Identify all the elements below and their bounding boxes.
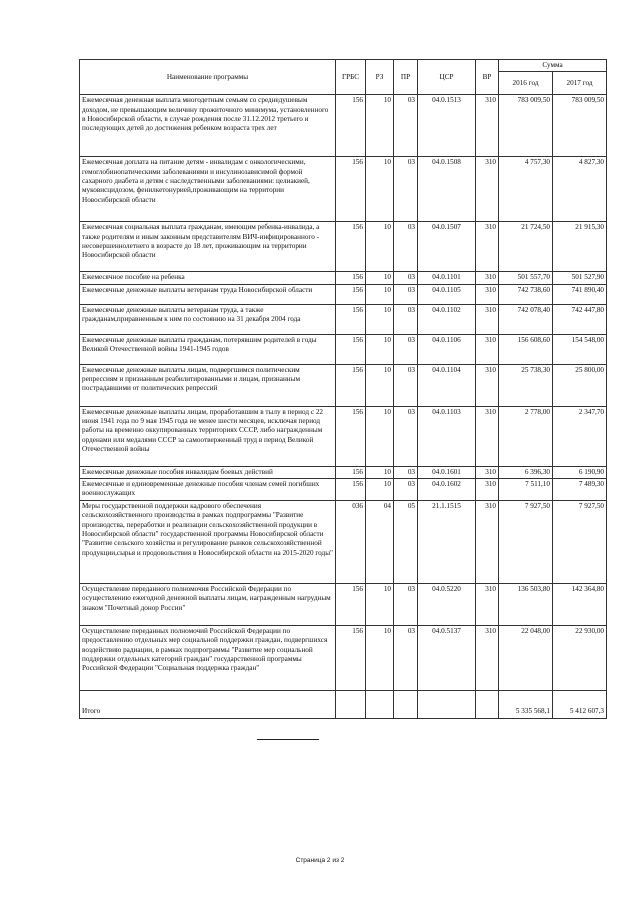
row-grbs: 156 [336, 364, 366, 406]
row-csr: 04.0.1508 [418, 157, 476, 222]
row-vr: 310 [476, 364, 499, 406]
row-grbs: 036 [336, 500, 366, 583]
row-name: Меры государственной поддержки кадрового обеспечения сельскохозяйственного производства в рамках подпрограммы "Развитие производства, переработки и реализации сельскохозяйственной продукции в Новосибирской области" государственной программы Новосибирской области "Развитие сельского хозяйства и регулирование рынков сельскохозяйственной продукции,сырья и продовольствия в Новосибирской области на 2015-2020 годы" [80, 500, 336, 583]
row-name: Ежемесячные денежные пособия инвалидам боевых действий [80, 466, 336, 478]
total-blank [394, 690, 418, 718]
row-csr: 04.0.5220 [418, 583, 476, 625]
row-2017: 501 527,90 [553, 272, 607, 284]
row-vr: 310 [476, 157, 499, 222]
row-vr: 310 [476, 625, 499, 690]
row-name: Осуществление переданного полномочия Российской Федерации по осуществлению ежегодной денежной выплаты лицам, награжденным нагрудным знаком "Почетный донор России" [80, 583, 336, 625]
row-pr: 03 [394, 479, 418, 501]
header-grbs: ГРБС [336, 60, 366, 95]
total-blank [418, 690, 476, 718]
table-row [80, 500, 607, 583]
header-rz: РЗ [366, 60, 394, 95]
row-grbs: 156 [336, 304, 366, 334]
row-name: Ежемесячные денежные выплаты лицам, проработавшим в тылу в период с 22 июня 1941 года по 9 мая 1945 года не менее шести месяцев, исключая период работы на временно оккупированных территориях СССР, либо награжденным орденами или медалями СССР за самоотверженный труд в период Великой Отечественной войны [80, 406, 336, 466]
row-name: Ежемесячные денежные выплаты лицам, подвергшимся политическим репрессиям и признанным реабилитированными и лицам, признанным пострадавшими от политических репрессий [80, 364, 336, 406]
row-csr: 04.0.1513 [418, 95, 476, 157]
total-blank [336, 690, 366, 718]
row-vr: 310 [476, 304, 499, 334]
row-rz: 10 [366, 222, 394, 272]
header-2017: 2017 год [553, 72, 607, 95]
table-row [80, 583, 607, 625]
header-vr: ВР [476, 60, 499, 95]
row-2017: 7 927,50 [553, 500, 607, 583]
table-row [80, 272, 607, 284]
row-csr: 04.0.1105 [418, 284, 476, 304]
header-pr: ПР [394, 60, 418, 95]
table-row [80, 284, 607, 304]
row-csr: 04.0.1104 [418, 364, 476, 406]
row-rz: 10 [366, 95, 394, 157]
row-rz: 10 [366, 583, 394, 625]
row-grbs: 156 [336, 479, 366, 501]
row-2016: 7 511,10 [499, 479, 553, 501]
row-2016: 21 724,50 [499, 222, 553, 272]
row-grbs: 156 [336, 625, 366, 690]
row-2016: 4 757,30 [499, 157, 553, 222]
row-name: Ежемесячная денежная выплата многодетным семьям со среднедушевым доходом, не превышающим величину прожиточного минимума, установленного в Новосибирской области, в случае рождения после 31.12.2012 третьего и последующих детей до достижения ребенком возраста трех лет [80, 95, 336, 157]
row-rz: 10 [366, 406, 394, 466]
row-2017: 4 827,30 [553, 157, 607, 222]
row-csr: 04.0.1602 [418, 479, 476, 501]
table-row [80, 334, 607, 364]
row-2017: 154 548,00 [553, 334, 607, 364]
row-2016: 136 503,80 [499, 583, 553, 625]
row-pr: 03 [394, 304, 418, 334]
row-name: Ежемесячное пособие на ребенка [80, 272, 336, 284]
row-vr: 310 [476, 95, 499, 157]
header-csr: ЦСР [418, 60, 476, 95]
row-2016: 22 048,00 [499, 625, 553, 690]
row-2017: 2 347,70 [553, 406, 607, 466]
row-2016: 783 009,50 [499, 95, 553, 157]
row-csr: 04.0.1507 [418, 222, 476, 272]
total-2017: 5 412 607,3 [553, 690, 607, 718]
row-2017: 783 009,50 [553, 95, 607, 157]
table-row [80, 466, 607, 478]
table-row [80, 222, 607, 272]
row-2017: 741 890,40 [553, 284, 607, 304]
row-2017: 25 800,00 [553, 364, 607, 406]
table-row [80, 406, 607, 466]
row-pr: 03 [394, 272, 418, 284]
row-grbs: 156 [336, 222, 366, 272]
row-name: Ежемесячные денежные выплаты ветеранам труда Новосибирской области [80, 284, 336, 304]
page-footer: Страница 2 из 2 [295, 857, 345, 864]
row-grbs: 156 [336, 284, 366, 304]
row-grbs: 156 [336, 466, 366, 478]
row-2017: 22 930,00 [553, 625, 607, 690]
row-pr: 03 [394, 284, 418, 304]
row-rz: 10 [366, 272, 394, 284]
row-pr: 03 [394, 625, 418, 690]
row-pr: 03 [394, 583, 418, 625]
row-2017: 142 364,80 [553, 583, 607, 625]
row-vr: 310 [476, 479, 499, 501]
header-name: Наименование программы [80, 60, 336, 95]
row-name: Ежемесячные и единовременные денежные пособия членам семей погибших военнослужащих [80, 479, 336, 501]
row-grbs: 156 [336, 157, 366, 222]
row-name: Осуществление переданных полномочий Российской Федерации по предоставлению отдельных мер социальной поддержки граждан, подвергшихся воздействию радиации, в рамках подпрограммы "Развитие мер социальной поддержки отдельных категорий граждан" государственной программы Российской Федерации "Социальная поддержка граждан" [80, 625, 336, 690]
row-grbs: 156 [336, 95, 366, 157]
row-pr: 03 [394, 466, 418, 478]
table-body [80, 95, 607, 690]
row-rz: 10 [366, 284, 394, 304]
row-rz: 10 [366, 479, 394, 501]
table-row [80, 95, 607, 157]
row-vr: 310 [476, 466, 499, 478]
table-row [80, 625, 607, 690]
row-2016: 501 557,70 [499, 272, 553, 284]
row-vr: 310 [476, 583, 499, 625]
row-2016: 742 738,60 [499, 284, 553, 304]
table-row [80, 479, 607, 501]
row-vr: 310 [476, 406, 499, 466]
row-vr: 310 [476, 272, 499, 284]
row-2016: 156 608,60 [499, 334, 553, 364]
row-rz: 10 [366, 304, 394, 334]
row-2016: 7 927,50 [499, 500, 553, 583]
row-vr: 310 [476, 284, 499, 304]
row-pr: 03 [394, 364, 418, 406]
row-2016: 25 738,30 [499, 364, 553, 406]
table-row [80, 157, 607, 222]
row-csr: 21.1.1515 [418, 500, 476, 583]
table-row [80, 304, 607, 334]
row-name: Ежемесячные денежные выплаты ветеранам труда, а также гражданам,приравненным к ним по состоянию на 31 декабря 2004 года [80, 304, 336, 334]
table-row [80, 364, 607, 406]
row-rz: 10 [366, 334, 394, 364]
row-name: Ежемесячная социальная выплата гражданам, имеющим ребенка-инвалида, а также родителям и иным законным представителям ВИЧ-инфицированного - несовершеннолетнего в возрасте до 18 лет, проживающим на территории Новосибирской области [80, 222, 336, 272]
total-2016: 5 335 568,1 [499, 690, 553, 718]
total-blank [476, 690, 499, 718]
budget-table [79, 59, 607, 719]
row-2017: 742 447,80 [553, 304, 607, 334]
header-sum: Сумма [499, 60, 607, 72]
row-csr: 04.0.1106 [418, 334, 476, 364]
row-vr: 310 [476, 500, 499, 583]
row-name: Ежемесячная доплата на питание детям - инвалидам с онкологическими, гемоглобинопатическими заболеваниями и инсулинозависимой формой сахарного диабета и детям с наследственными заболеваниями: целиакией, муковисцидозом, фенилкетонурией,проживающим на территории Новосибирской области [80, 157, 336, 222]
row-csr: 04.0.1102 [418, 304, 476, 334]
row-rz: 10 [366, 625, 394, 690]
row-pr: 03 [394, 334, 418, 364]
row-grbs: 156 [336, 272, 366, 284]
total-blank [366, 690, 394, 718]
separator-line [257, 739, 319, 740]
row-pr: 03 [394, 95, 418, 157]
row-csr: 04.0.1601 [418, 466, 476, 478]
row-grbs: 156 [336, 583, 366, 625]
row-grbs: 156 [336, 334, 366, 364]
row-pr: 05 [394, 500, 418, 583]
row-csr: 04.0.1101 [418, 272, 476, 284]
row-2017: 7 489,30 [553, 479, 607, 501]
row-2016: 2 778,00 [499, 406, 553, 466]
row-rz: 10 [366, 364, 394, 406]
row-grbs: 156 [336, 406, 366, 466]
row-pr: 03 [394, 222, 418, 272]
header-2016: 2016 год [499, 72, 553, 95]
row-2016: 6 396,30 [499, 466, 553, 478]
row-csr: 04.0.1103 [418, 406, 476, 466]
row-rz: 04 [366, 500, 394, 583]
row-rz: 10 [366, 466, 394, 478]
total-row [80, 690, 607, 718]
row-name: Ежемесячные денежные выплаты гражданам, потерявшим родителей в годы Великой Отечественной войны 1941-1945 годов [80, 334, 336, 364]
row-2017: 21 915,30 [553, 222, 607, 272]
total-label: Итого [80, 690, 336, 718]
row-csr: 04.0.5137 [418, 625, 476, 690]
row-2017: 6 190,90 [553, 466, 607, 478]
row-vr: 310 [476, 334, 499, 364]
row-2016: 742 078,40 [499, 304, 553, 334]
row-vr: 310 [476, 222, 499, 272]
row-pr: 03 [394, 406, 418, 466]
row-pr: 03 [394, 157, 418, 222]
row-rz: 10 [366, 157, 394, 222]
